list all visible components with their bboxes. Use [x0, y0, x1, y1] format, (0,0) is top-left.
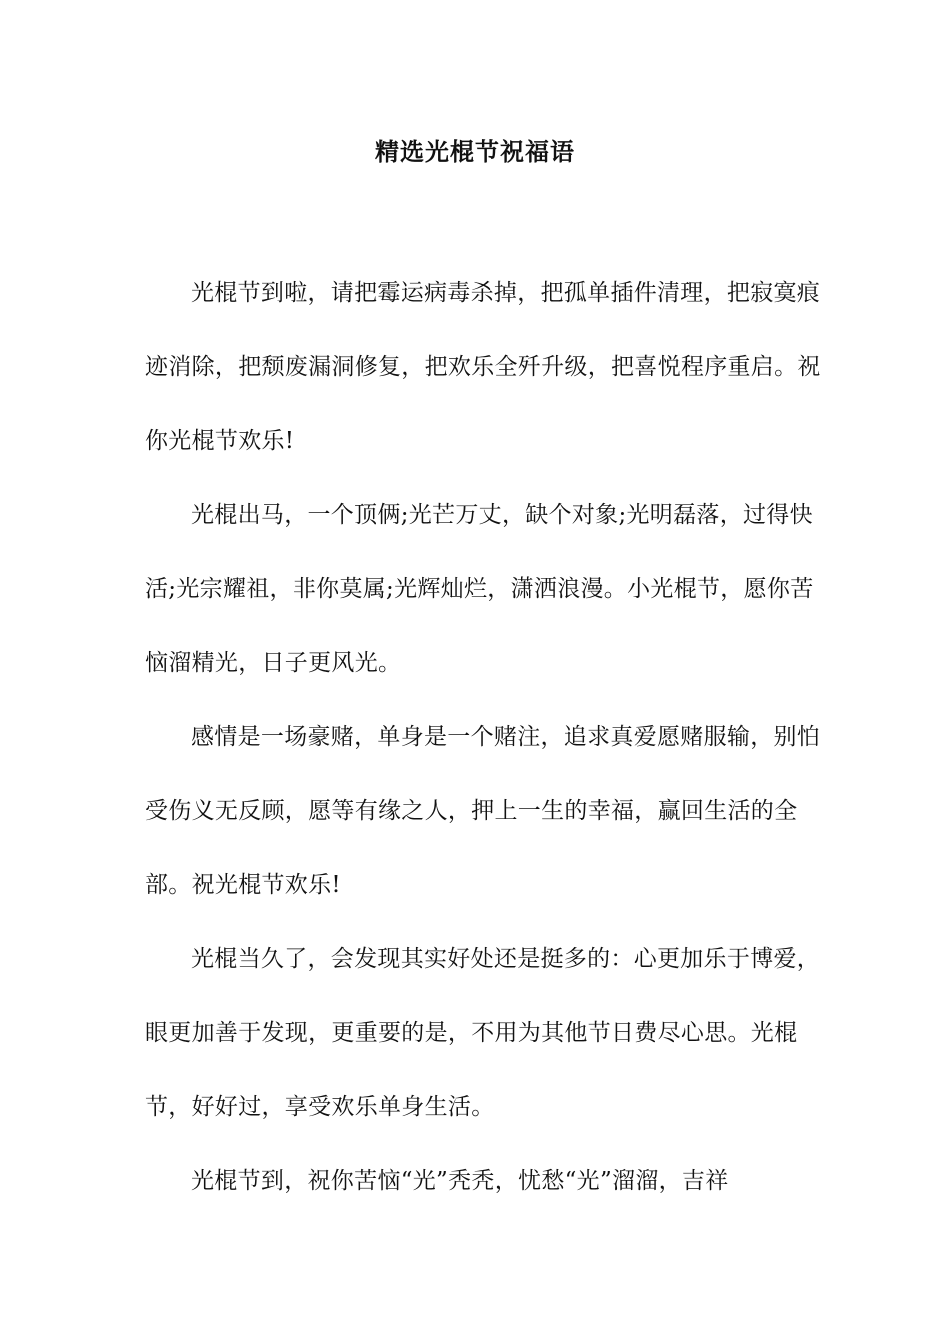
document-body: [145, 256, 825, 1218]
document-title: 精选光棍节祝福语: [375, 137, 575, 166]
paragraph-2: 光棍出马，一个顶俩;光芒万丈，缺个对象;光明磊落，过得快活;光宗耀祖，非你莫属;光辉灿烂，潇洒浪漫。小光棍节，愿你苦恼溜精光，日子更风光。: [145, 502, 814, 676]
paragraph-3: 感情是一场豪赌，单身是一个赌注，追求真爱愿赌服输，别怕受伤义无反顾，愿等有缘之人，押上一生的幸福，赢回生活的全部。祝光棍节欢乐!: [145, 724, 821, 898]
paragraph-5: 光棍节到，祝你苦恼“光”秃秃，忧愁“光”溜溜，吉祥: [191, 1168, 729, 1194]
paragraph-1: 光棍节到啦，请把霉运病毒杀掉，把孤单插件清理，把寂寞痕迹消除，把颓废漏洞修复，把欢乐全歼升级，把喜悦程序重启。祝你光棍节欢乐!: [145, 280, 821, 454]
paragraph-4: 光棍当久了，会发现其实好处还是挺多的：心更加乐于博爱，眼更加善于发现，更重要的是，不用为其他节日费尽心思。光棍节，好好过，享受欢乐单身生活。: [145, 946, 821, 1120]
